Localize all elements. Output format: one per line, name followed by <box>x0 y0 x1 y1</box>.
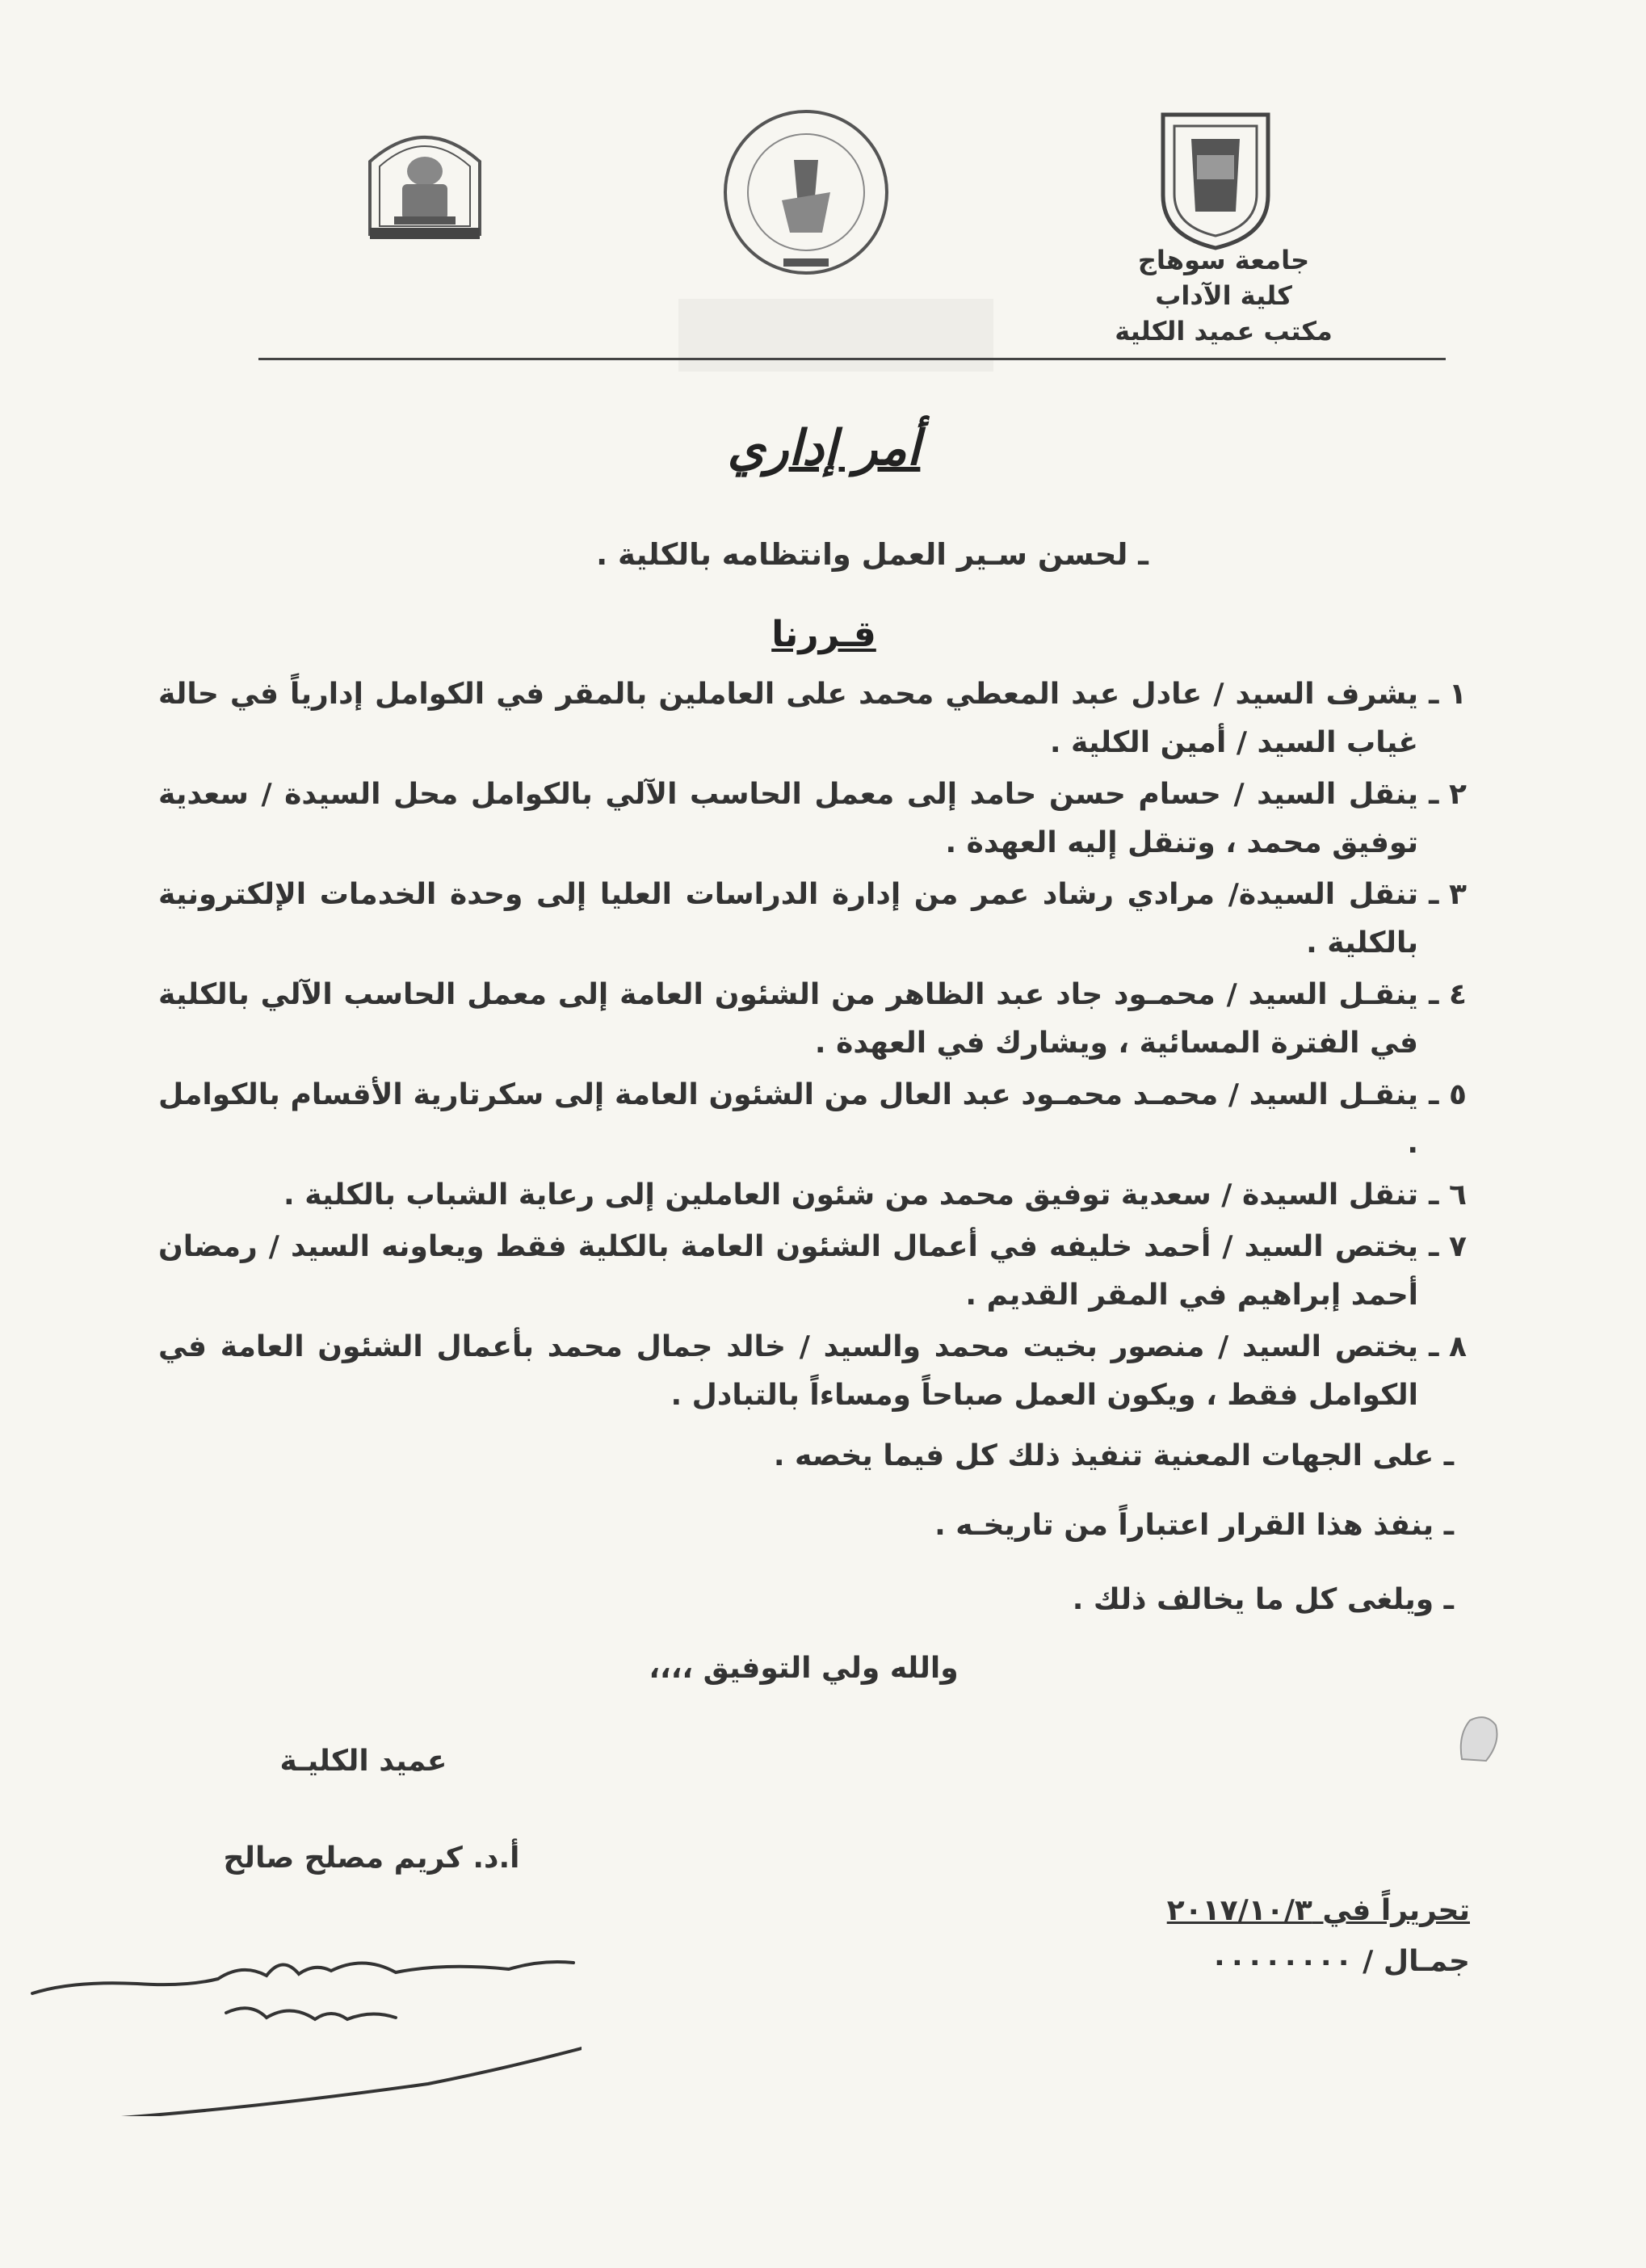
preamble: ـ لحسن سـير العمل وانتظامه بالكلية . <box>596 537 1148 572</box>
decision-item <box>158 1323 1467 1420</box>
closing-line: ـ ينفذ هذا القرار اعتباراً من تاريخـه . <box>934 1509 1454 1542</box>
decision-item <box>158 670 1467 767</box>
decision-item <box>158 1223 1467 1320</box>
header-divider <box>258 358 1446 360</box>
dean-name: أ.د. كريم مصلح صالح <box>223 1842 520 1875</box>
item-text: يختص السيد / أحمد خليفه في أعمال الشئون العامة بالكلية فقط ويعاونه السيد / رمضان أحمد إبراهيم في المقر القديم . <box>158 1230 1418 1312</box>
closing-line: ـ على الجهات المعنية تنفيذ ذلك كل فيما يخصه . <box>773 1439 1454 1472</box>
item-number: ٦ ـ <box>1429 1178 1467 1212</box>
decision-item <box>158 1071 1467 1168</box>
decision-item <box>158 971 1467 1068</box>
issue-date: تحريراً في ٢٠١٧/١٠/٣ <box>1166 1894 1470 1927</box>
item-text: يختص السيد / منصور بخيت محمد والسيد / خالد جمال محمد بأعمال الشئون العامة في الكوامل فقط ، ويكون العمل صباحاً ومساءاً بالتبادل . <box>158 1330 1418 1412</box>
item-text: ينقـل السيد / محمـد محمـود عبد العال من الشئون العامة إلى سكرتارية الأقسام بالكوامل . <box>158 1078 1418 1160</box>
closing-line: ـ ويلغى كل ما يخالف ذلك . <box>1072 1583 1454 1616</box>
blessing-line: والله ولي التوفيق ،،،، <box>649 1652 959 1685</box>
decision-item <box>158 871 1467 968</box>
decision-list <box>158 670 1467 1423</box>
item-number: ٧ ـ <box>1429 1230 1467 1263</box>
item-text: يشرف السيد / عادل عبد المعطي محمد على العاملين بالمقر في الكوامل إدارياً في حالة غياب السيد / أمين الكلية . <box>158 678 1418 759</box>
ink-smudge <box>1454 1711 1502 1767</box>
item-text: تنقل السيدة / سعدية توفيق محمد من شئون العاملين إلى رعاية الشباب بالكلية . <box>283 1178 1418 1212</box>
decided-heading: قـررنا <box>771 614 876 655</box>
office-name: مكتب عميد الكلية <box>1115 316 1333 346</box>
handwritten-signature <box>24 1906 582 2116</box>
institution-header <box>1050 242 1397 349</box>
decision-item <box>158 1171 1467 1220</box>
sohag-university-logo <box>1147 99 1284 252</box>
typist-reference: جمـال / ٠٠٠٠٠٠٠٠ <box>1210 1945 1470 1978</box>
item-number: ٣ ـ <box>1429 878 1467 911</box>
item-number: ٤ ـ <box>1429 978 1467 1011</box>
naqaae-logo <box>717 103 895 281</box>
item-text: تنقل السيدة/ مرادي رشاد عمر من إدارة الدراسات العليا إلى وحدة الخدمات الإلكترونية بالكلية . <box>158 878 1418 960</box>
item-number: ٨ ـ <box>1429 1330 1467 1363</box>
item-number: ٥ ـ <box>1429 1078 1467 1111</box>
faded-stamp-area <box>678 299 993 372</box>
decision-item <box>158 771 1467 867</box>
item-text: ينقـل السيد / محمـود جاد عبد الظاهر من الشئون العامة إلى معمل الحاسب الآلي بالكلية في الفترة المسائية ، ويشارك في العهدة . <box>158 978 1418 1060</box>
item-text: ينقل السيد / حسام حسن حامد إلى معمل الحاسب الآلي بالكوامل محل السيدة / سعدية توفيق محمد ، وتنقل إليه العهدة . <box>158 778 1418 859</box>
faculty-of-arts-logo <box>346 113 504 242</box>
item-number: ١ ـ <box>1429 678 1467 711</box>
document-title: أمر إداري <box>727 420 921 477</box>
dean-title: عميد الكليـة <box>279 1745 447 1778</box>
university-name: جامعة سوهاج <box>1137 245 1310 275</box>
faculty-name: كلية الآداب <box>1155 280 1292 311</box>
item-number: ٢ ـ <box>1429 778 1467 811</box>
